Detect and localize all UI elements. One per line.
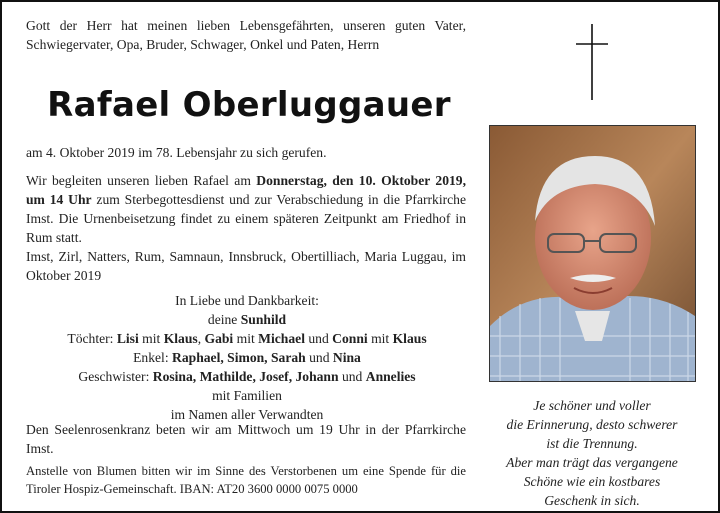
death-date-text: am 4. Oktober 2019 im 78. Lebensjahr zu sich gerufen.	[26, 145, 327, 160]
poem-line: Schöne wie ein kostbares	[523, 474, 661, 489]
siblings: Rosina, Mathilde, Josef, Johann	[152, 369, 339, 384]
poem-line: ist die Trennung.	[546, 436, 638, 451]
funeral-pre: Wir begleiten unseren lieben Rafael am	[26, 173, 257, 188]
poem-line: Je schöner und voller	[533, 398, 651, 413]
portrait-photo	[489, 125, 696, 382]
partner-1: Klaus	[163, 331, 198, 346]
sep-1: ,	[197, 331, 205, 346]
daughters-label: Töchter:	[67, 331, 117, 346]
wife-line	[2, 310, 492, 329]
with-3: mit	[367, 331, 393, 346]
siblings-label: Geschwister:	[78, 369, 153, 384]
relatives-line: im Namen aller Verwandten	[170, 407, 324, 422]
donation-text: Anstelle von Blumen bitten wir im Sinne des Verstorbenen um eine Spende für die Tiroler Hospiz-Gemeinschaft. IBAN: AT20 3600 0000 0075 0000	[26, 464, 466, 496]
grandchildren-line	[2, 348, 492, 367]
mourners-intro: In Liebe und Dankbarkeit:	[175, 293, 319, 308]
partner-3: Klaus	[392, 331, 427, 346]
poem	[484, 396, 700, 510]
poem-line: Geschenk in sich.	[544, 493, 640, 508]
funeral-post: zum Sterbegottesdienst und zur Verabschiedung in die Pfarrkirche Imst. Die Urnenbeisetzung findet zu einem späteren Zeitpunkt am Friedhof in Rum statt.	[26, 192, 467, 245]
families-line: mit Familien	[212, 388, 282, 403]
sib-und: und	[338, 369, 366, 384]
with-2: mit	[233, 331, 259, 346]
wife-name: Sunhild	[240, 312, 287, 327]
und-1: und	[304, 331, 333, 346]
grand-und: und	[305, 350, 333, 365]
with-1: mit	[138, 331, 164, 346]
daughter-3: Conni	[332, 331, 368, 346]
sib-last: Annelies	[365, 369, 416, 384]
funeral-text	[26, 171, 466, 247]
places-text: Imst, Zirl, Natters, Rum, Samnaun, Innsbruck, Obertilliach, Maria Luggau, im Oktober 2019	[26, 249, 466, 283]
grand-last: Nina	[332, 350, 361, 365]
grandchildren: Raphael, Simon, Sarah	[172, 350, 306, 365]
cross-icon	[574, 24, 610, 100]
rosary-text: Den Seelenrosenkranz beten wir am Mittwoch um 19 Uhr in der Pfarrkirche Imst.	[26, 422, 466, 456]
daughter-2: Gabi	[204, 331, 234, 346]
mourners-block	[2, 291, 492, 424]
daughters-line	[2, 329, 492, 348]
partner-2: Michael	[258, 331, 305, 346]
intro-text: Gott der Herr hat meinen lieben Lebensgefährten, unseren guten Vater, Schwiegervater, Opa, Bruder, Schwager, Onkel und Paten, Herrn	[26, 18, 466, 52]
funeral-date: Donnerstag, den 10. Oktober 2019, um 14 Uhr	[26, 173, 466, 207]
daughter-1: Lisi	[116, 331, 139, 346]
poem-line: Aber man trägt das vergangene	[506, 455, 678, 470]
siblings-line	[2, 367, 492, 386]
wife-pre: deine	[207, 312, 241, 327]
grand-label: Enkel:	[133, 350, 173, 365]
deceased-name: Rafael Oberluggauer	[47, 85, 451, 125]
poem-line: die Erinnerung, desto schwerer	[506, 417, 678, 432]
